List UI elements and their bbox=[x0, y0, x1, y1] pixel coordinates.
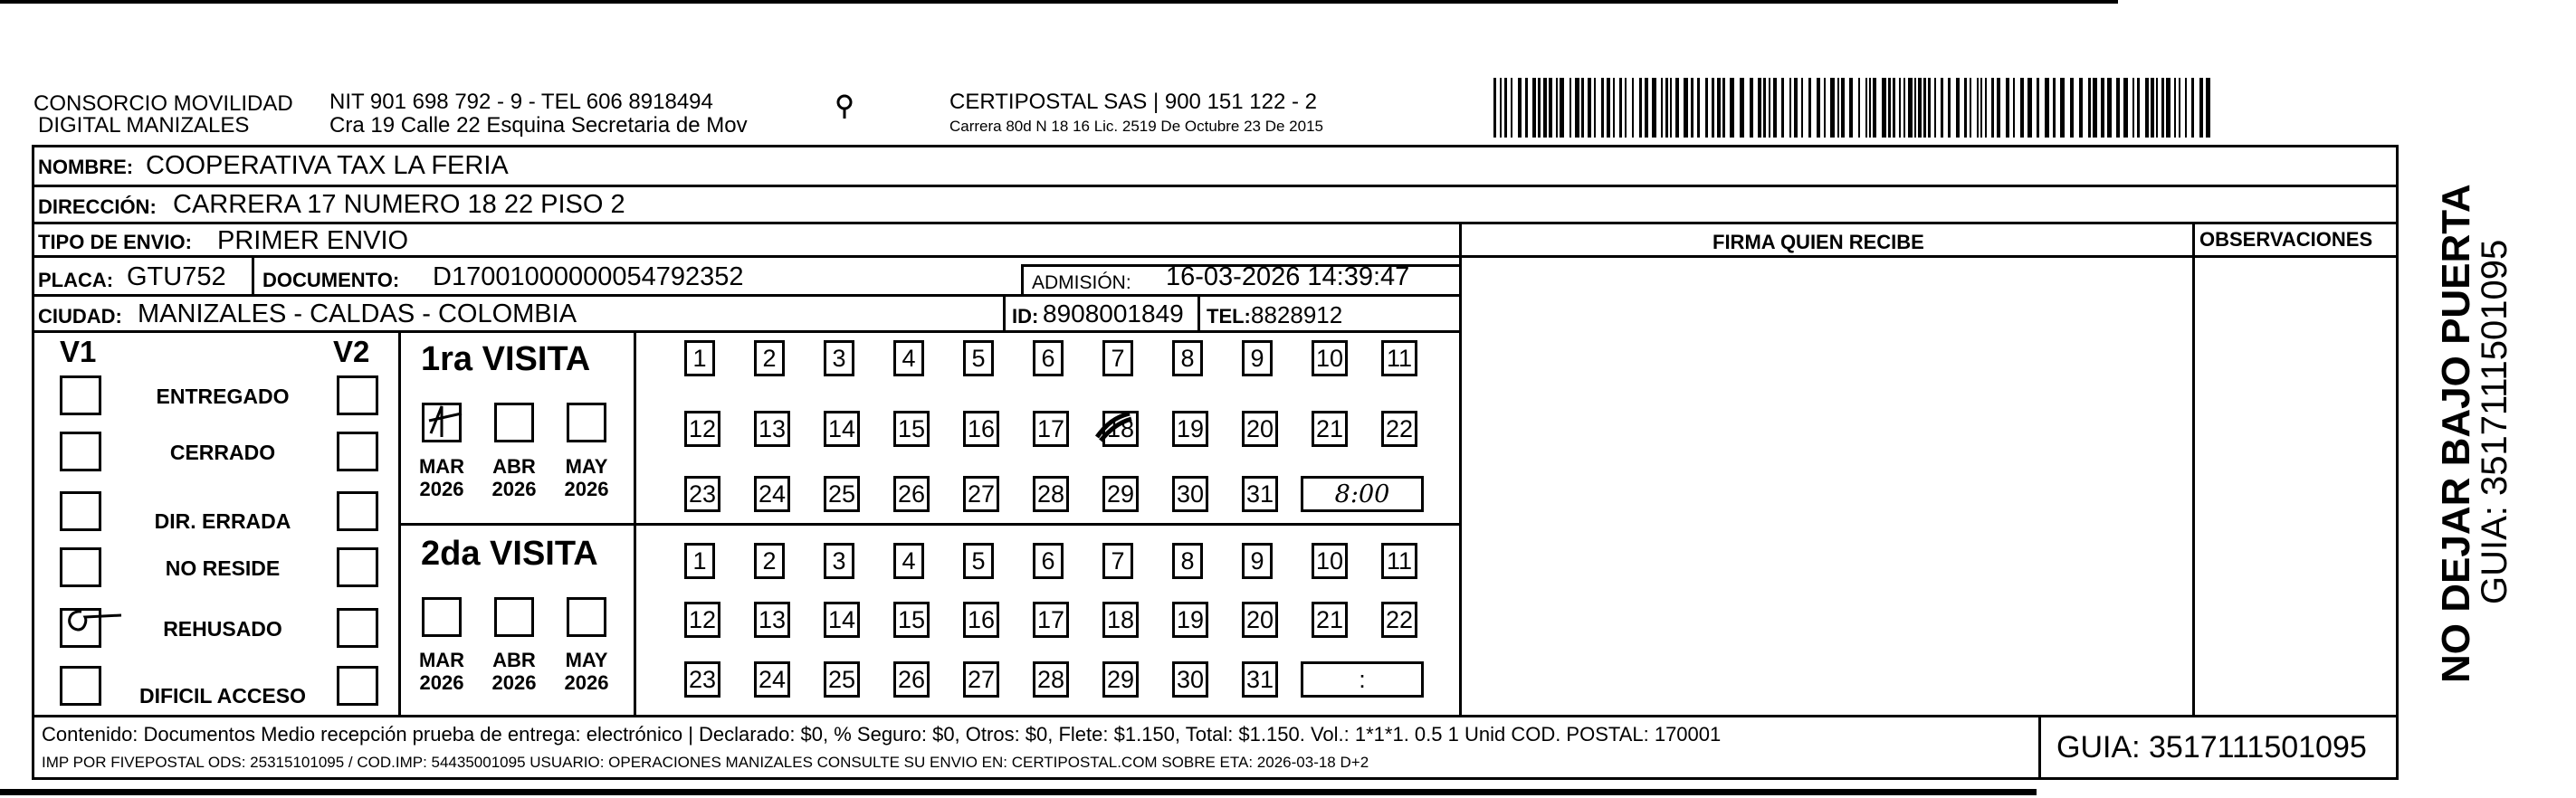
status-label: DIR. ERRADA bbox=[154, 509, 291, 533]
bottom-edge-line bbox=[0, 789, 2037, 795]
status-label: ENTREGADO bbox=[156, 385, 290, 408]
day-box[interactable]: 3 bbox=[824, 340, 854, 376]
day-box[interactable]: 18 bbox=[1102, 411, 1139, 447]
signature-header: FIRMA QUIEN RECIBE bbox=[1713, 231, 1924, 253]
day-box[interactable]: 27 bbox=[963, 476, 999, 512]
month-label bbox=[557, 649, 616, 695]
day-box[interactable]: 4 bbox=[893, 543, 924, 579]
day-box[interactable]: 6 bbox=[1033, 340, 1064, 376]
name-label: NOMBRE: bbox=[38, 156, 134, 178]
location-pin-icon bbox=[831, 94, 858, 121]
day-box[interactable]: 8 bbox=[1172, 340, 1203, 376]
handwritten-check-mar bbox=[422, 401, 467, 446]
month-year: 2026 bbox=[419, 671, 464, 695]
footer-print-line: IMP POR FIVEPOSTAL ODS: 25315101095 / COD.IMP: 54435001095 USUARIO: OPERACIONES MANIZALES CONSULTE SU ENVIO EN: CERTIPOSTAL.COM SOBRE ETA: 2026-03-18 D+2 bbox=[42, 754, 1369, 771]
month-name: ABR bbox=[492, 649, 536, 671]
row-line-2 bbox=[32, 222, 2399, 224]
day-box[interactable]: 24 bbox=[754, 476, 790, 512]
day-box[interactable]: 11 bbox=[1381, 543, 1417, 579]
v2-checkbox[interactable] bbox=[337, 432, 378, 471]
second-visit-title: 2da VISITA bbox=[421, 535, 598, 573]
first-visit-title: 1ra VISITA bbox=[421, 340, 591, 378]
month-checkbox[interactable] bbox=[422, 597, 462, 637]
day-box[interactable]: 31 bbox=[1242, 476, 1278, 512]
status-label: CERRADO bbox=[169, 441, 276, 464]
plate-label: PLACA: bbox=[38, 269, 114, 291]
day-box[interactable]: 26 bbox=[893, 661, 930, 698]
day-box[interactable]: 12 bbox=[684, 411, 720, 447]
day-box[interactable]: 22 bbox=[1381, 411, 1417, 447]
month-checkbox[interactable] bbox=[567, 597, 606, 637]
day-box[interactable]: 8 bbox=[1172, 543, 1203, 579]
carrier-name: CERTIPOSTAL SAS | 900 151 122 - 2 bbox=[949, 90, 1317, 114]
day-box[interactable]: 25 bbox=[824, 661, 860, 698]
month-label bbox=[412, 649, 472, 695]
day-box[interactable]: 21 bbox=[1312, 411, 1348, 447]
month-year: 2026 bbox=[491, 671, 537, 695]
day-box[interactable]: 24 bbox=[754, 661, 790, 698]
day-box[interactable]: 28 bbox=[1033, 476, 1069, 512]
day-box[interactable]: 29 bbox=[1102, 476, 1139, 512]
month-checkbox[interactable] bbox=[494, 403, 534, 442]
side-warning: NO DEJAR BAJO PUERTA bbox=[2434, 184, 2478, 683]
day-box[interactable]: 14 bbox=[824, 411, 860, 447]
carrier-license: Carrera 80d N 18 16 Lic. 2519 De Octubre 23 De 2015 bbox=[949, 118, 1323, 135]
day-box[interactable]: 1 bbox=[684, 340, 715, 376]
month-name: MAR bbox=[418, 649, 465, 671]
recipient-name: COOPERATIVA TAX LA FERIA bbox=[146, 151, 509, 180]
day-box[interactable]: 9 bbox=[1242, 543, 1273, 579]
month-year: 2026 bbox=[419, 478, 464, 501]
day-box[interactable]: 27 bbox=[963, 661, 999, 698]
id-divider bbox=[1003, 297, 1006, 330]
handwritten-check-rehusado bbox=[58, 604, 130, 641]
status-label: NO RESIDE bbox=[165, 556, 281, 580]
observations-divider bbox=[2192, 222, 2195, 717]
top-edge-line bbox=[0, 0, 2118, 4]
day-box[interactable]: 14 bbox=[824, 602, 860, 638]
recipient-address: CARRERA 17 NUMERO 18 22 PISO 2 bbox=[173, 190, 625, 219]
day-box[interactable]: 2 bbox=[754, 543, 785, 579]
day-box[interactable]: 18 bbox=[1102, 602, 1139, 638]
day-box[interactable]: 16 bbox=[963, 411, 999, 447]
v2-checkbox[interactable] bbox=[337, 666, 378, 706]
side-guia: GUIA: 3517111501095 bbox=[2475, 239, 2514, 604]
v1-label: V1 bbox=[60, 335, 97, 368]
day-box[interactable]: 20 bbox=[1242, 411, 1278, 447]
day-box[interactable]: 7 bbox=[1102, 543, 1133, 579]
v2-checkbox[interactable] bbox=[337, 375, 378, 415]
month-name: MAY bbox=[565, 455, 608, 478]
id-label: ID: bbox=[1012, 305, 1039, 328]
admission-value: 16-03-2026 14:39:47 bbox=[1166, 262, 1410, 291]
visit-divider bbox=[398, 523, 1459, 526]
document-label: DOCUMENTO: bbox=[262, 269, 400, 291]
day-box[interactable]: 20 bbox=[1242, 602, 1278, 638]
day-box[interactable]: 28 bbox=[1033, 661, 1069, 698]
row-line-4 bbox=[32, 294, 1462, 297]
document-value: D17001000000054792352 bbox=[433, 262, 744, 291]
footer-content-line: Contenido: Documentos Medio recepción prueba de entrega: electrónico | Declarado: $0, % Seguro: $0, Otros: $0, Flete: $1.150, Total: $1.150. Vol.: 1*1*1. 0.5 1 Unid COD. POSTAL: 170001 bbox=[42, 723, 1722, 746]
footer-guia-divider bbox=[2038, 715, 2041, 780]
day-box[interactable]: 11 bbox=[1381, 340, 1417, 376]
city-label: CIUDAD: bbox=[38, 305, 122, 328]
row-line-1 bbox=[32, 185, 2399, 187]
handwritten-check-day18 bbox=[1093, 410, 1135, 446]
month-label bbox=[484, 649, 544, 695]
plate-divider bbox=[252, 255, 254, 296]
day-box[interactable]: 30 bbox=[1172, 476, 1208, 512]
company-address: Cra 19 Calle 22 Esquina Secretaria de Mov bbox=[329, 113, 748, 138]
day-box[interactable]: 29 bbox=[1102, 661, 1139, 698]
month-checkbox[interactable] bbox=[567, 403, 606, 442]
day-box[interactable]: 6 bbox=[1033, 543, 1064, 579]
day-box[interactable]: 22 bbox=[1381, 602, 1417, 638]
tel-divider bbox=[1197, 297, 1200, 330]
status-label: REHUSADO bbox=[163, 617, 282, 641]
month-name: MAR bbox=[418, 455, 465, 478]
day-box[interactable]: 19 bbox=[1172, 602, 1208, 638]
v1-checkbox[interactable] bbox=[60, 432, 101, 471]
v2-label: V2 bbox=[333, 335, 370, 368]
month-name: MAY bbox=[565, 649, 608, 671]
day-box[interactable]: 25 bbox=[824, 476, 860, 512]
day-box[interactable]: 1 bbox=[684, 543, 715, 579]
barcode-icon bbox=[1493, 78, 2218, 138]
ship-type: PRIMER ENVIO bbox=[217, 226, 409, 255]
day-box[interactable]: 13 bbox=[754, 602, 790, 638]
day-box[interactable]: 3 bbox=[824, 543, 854, 579]
company-name-line2: DIGITAL MANIZALES bbox=[38, 113, 250, 138]
day-box[interactable]: 7 bbox=[1102, 340, 1133, 376]
month-label bbox=[412, 455, 472, 501]
day-box[interactable]: 4 bbox=[893, 340, 924, 376]
v1-checkbox[interactable] bbox=[60, 491, 101, 531]
day-box[interactable]: 2 bbox=[754, 340, 785, 376]
v1-checkbox[interactable] bbox=[60, 666, 101, 706]
day-box[interactable]: 30 bbox=[1172, 661, 1208, 698]
month-label bbox=[484, 455, 544, 501]
v1-checkbox[interactable] bbox=[60, 547, 101, 587]
id-value: 8908001849 bbox=[1043, 299, 1184, 328]
day-box[interactable]: 10 bbox=[1312, 340, 1348, 376]
day-box[interactable]: 15 bbox=[893, 411, 930, 447]
v2-checkbox[interactable] bbox=[337, 608, 378, 648]
v2-checkbox[interactable] bbox=[337, 547, 378, 587]
day-box[interactable]: 17 bbox=[1033, 602, 1069, 638]
day-box[interactable]: 26 bbox=[893, 476, 930, 512]
company-name-line1: CONSORCIO MOVILIDAD bbox=[33, 91, 293, 116]
address-label: DIRECCIÓN: bbox=[38, 195, 157, 218]
day-box[interactable]: 12 bbox=[684, 602, 720, 638]
footer-guia: GUIA: 3517111501095 bbox=[2056, 730, 2367, 765]
month-name: ABR bbox=[492, 455, 536, 478]
tel-label: TEL: bbox=[1207, 305, 1251, 328]
v1-checkbox[interactable] bbox=[60, 375, 101, 415]
month-year: 2026 bbox=[564, 671, 609, 695]
day-box[interactable]: 5 bbox=[963, 543, 994, 579]
day-box[interactable]: 16 bbox=[963, 602, 999, 638]
day-box[interactable]: 17 bbox=[1033, 411, 1069, 447]
city-value: MANIZALES - CALDAS - COLOMBIA bbox=[138, 299, 577, 328]
admission-divider bbox=[1021, 264, 1024, 296]
day-box[interactable]: 23 bbox=[684, 661, 720, 698]
day-box[interactable]: 13 bbox=[754, 411, 790, 447]
month-year: 2026 bbox=[491, 478, 537, 501]
day-box[interactable]: 5 bbox=[963, 340, 994, 376]
admission-label: ADMISIÓN: bbox=[1032, 272, 1131, 293]
plate-value: GTU752 bbox=[127, 262, 226, 291]
day-box[interactable]: 9 bbox=[1242, 340, 1273, 376]
signature-divider bbox=[1459, 222, 1462, 717]
day-box[interactable]: 31 bbox=[1242, 661, 1278, 698]
day-box[interactable]: 23 bbox=[684, 476, 720, 512]
company-nit: NIT 901 698 792 - 9 - TEL 606 8918494 bbox=[329, 90, 713, 114]
signature-header-line bbox=[1459, 255, 2399, 258]
ship-type-label: TIPO DE ENVIO: bbox=[38, 231, 192, 253]
time-box[interactable]: 8:00 bbox=[1301, 476, 1424, 512]
day-box[interactable]: 15 bbox=[893, 602, 930, 638]
day-box[interactable]: 10 bbox=[1312, 543, 1348, 579]
month-label bbox=[557, 455, 616, 501]
v2-checkbox[interactable] bbox=[337, 491, 378, 531]
observations-header: OBSERVACIONES bbox=[2199, 228, 2373, 251]
tel-value: 8828912 bbox=[1251, 301, 1343, 328]
row-line-5 bbox=[32, 330, 1462, 333]
day-box[interactable]: 19 bbox=[1172, 411, 1208, 447]
status-label: DIFICIL ACCESO bbox=[138, 684, 306, 708]
month-checkbox[interactable] bbox=[494, 597, 534, 637]
day-box[interactable]: 21 bbox=[1312, 602, 1348, 638]
time-box[interactable]: : bbox=[1301, 661, 1424, 698]
month-year: 2026 bbox=[564, 478, 609, 501]
